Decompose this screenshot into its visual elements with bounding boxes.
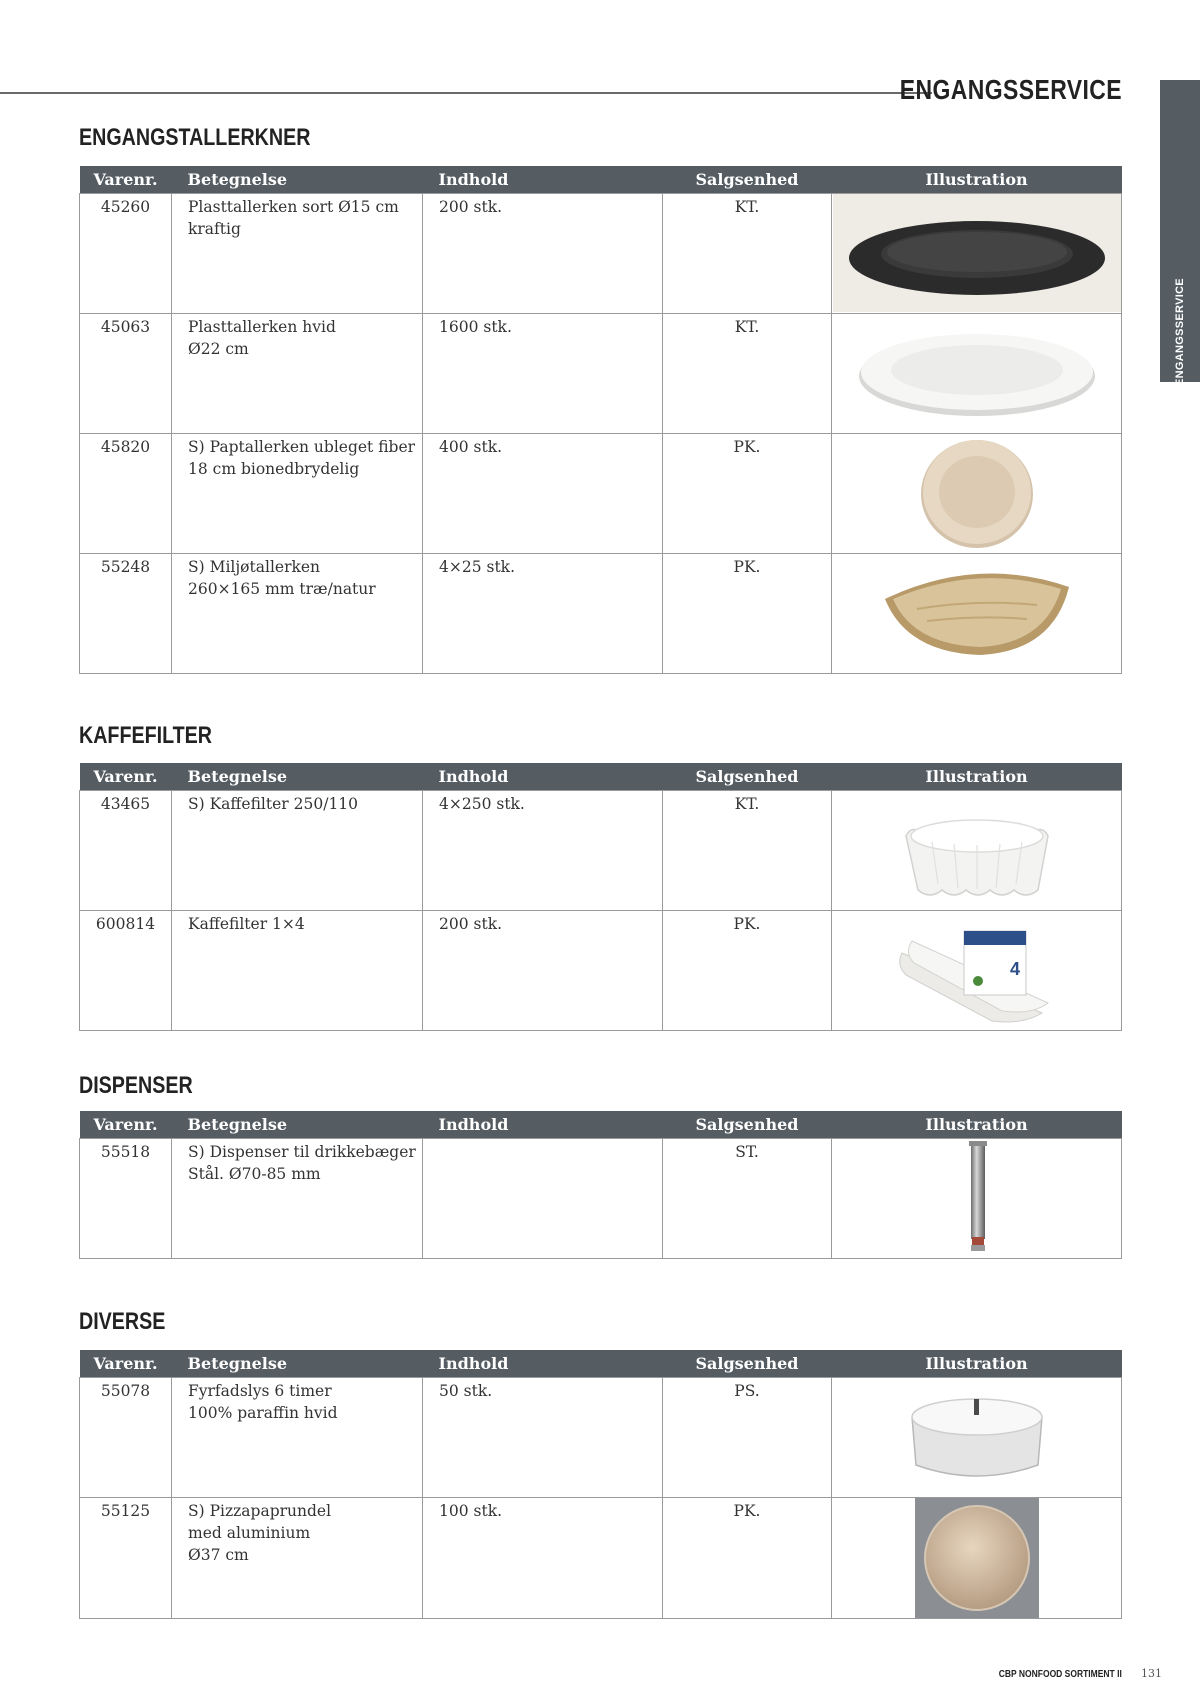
side-tab (1160, 80, 1200, 386)
betegnelse-cell: Fyrfadslys 6 timer 100% paraffin hvid (172, 1377, 423, 1497)
col-illustration: Illustration (832, 763, 1122, 790)
table-row (80, 910, 1122, 1030)
betegnelse-cell: S) Pizzapaprundel med aluminium Ø37 cm (172, 1497, 423, 1618)
indhold-cell: 50 stk. (423, 1377, 663, 1497)
col-varenr: Varenr. (80, 166, 172, 193)
varenr-cell: 55125 (80, 1497, 172, 1618)
col-illustration: Illustration (832, 1111, 1122, 1138)
varenr-cell: 600814 (80, 910, 172, 1030)
betegnelse-cell: Plasttallerken sort Ø15 cm kraftig (172, 193, 423, 313)
varenr-cell: 45260 (80, 193, 172, 313)
col-indhold: Indhold (423, 763, 663, 790)
tealight-icon (902, 1387, 1052, 1487)
illustration-cell (832, 433, 1122, 553)
products-table (79, 166, 1122, 674)
illustration-cell (832, 193, 1122, 313)
col-salgsenhed: Salgsenhed (663, 166, 832, 193)
col-illustration: Illustration (832, 1350, 1122, 1377)
col-betegnelse: Betegnelse (172, 1111, 423, 1138)
black-plate-icon (833, 194, 1121, 312)
table-row (80, 433, 1122, 553)
products-table (79, 1350, 1122, 1619)
table-row (80, 1138, 1122, 1258)
indhold-cell: 200 stk. (423, 910, 663, 1030)
col-varenr: Varenr. (80, 1111, 172, 1138)
col-salgsenhed: Salgsenhed (663, 1350, 832, 1377)
indhold-cell: 4×25 stk. (423, 553, 663, 673)
indhold-cell: 400 stk. (423, 433, 663, 553)
table-header (80, 763, 1122, 790)
indhold-cell: 4×250 stk. (423, 790, 663, 910)
cup-dispenser-icon (947, 1139, 1007, 1257)
section-title-engangstallerkner: ENGANGSTALLERKNER (79, 124, 311, 151)
col-varenr: Varenr. (80, 1350, 172, 1377)
col-salgsenhed: Salgsenhed (663, 763, 832, 790)
products-table (79, 763, 1122, 1031)
col-betegnelse: Betegnelse (172, 1350, 423, 1377)
varenr-cell: 55248 (80, 553, 172, 673)
illustration-cell (832, 553, 1122, 673)
varenr-cell: 45063 (80, 313, 172, 433)
section-title-dispenser: DISPENSER (79, 1072, 193, 1099)
table-header (80, 1111, 1122, 1138)
header-rule (0, 92, 932, 94)
illustration-cell (832, 910, 1122, 1030)
salgsenhed-cell: KT. (663, 193, 832, 313)
section-title-kaffefilter: KAFFEFILTER (79, 722, 213, 749)
indhold-cell: 1600 stk. (423, 313, 663, 433)
table-row (80, 790, 1122, 910)
betegnelse-cell: Kaffefilter 1×4 (172, 910, 423, 1030)
varenr-cell: 45820 (80, 433, 172, 553)
salgsenhed-cell: PK. (663, 433, 832, 553)
products-table (79, 1111, 1122, 1259)
illustration-cell (832, 1377, 1122, 1497)
illustration-cell (832, 313, 1122, 433)
footer-text: CBP NONFOOD SORTIMENT II (998, 1669, 1122, 1680)
section-title-diverse: DIVERSE (79, 1308, 166, 1335)
table-header (80, 166, 1122, 193)
salgsenhed-cell: PK. (663, 1497, 832, 1618)
table-row (80, 1497, 1122, 1618)
page-title: ENGANGSSERVICE (899, 74, 1122, 105)
salgsenhed-cell: PS. (663, 1377, 832, 1497)
table-row (80, 553, 1122, 673)
salgsenhed-cell: PK. (663, 910, 832, 1030)
varenr-cell: 55078 (80, 1377, 172, 1497)
col-indhold: Indhold (423, 1111, 663, 1138)
betegnelse-cell: S) Kaffefilter 250/110 (172, 790, 423, 910)
basket-filter-icon (892, 794, 1062, 906)
salgsenhed-cell: KT. (663, 790, 832, 910)
col-salgsenhed: Salgsenhed (663, 1111, 832, 1138)
page-number: 131 (1141, 1667, 1162, 1680)
col-betegnelse: Betegnelse (172, 166, 423, 193)
indhold-cell: 100 stk. (423, 1497, 663, 1618)
col-indhold: Indhold (423, 166, 663, 193)
table-row (80, 1377, 1122, 1497)
indhold-cell: 200 stk. (423, 193, 663, 313)
varenr-cell: 43465 (80, 790, 172, 910)
table-row (80, 313, 1122, 433)
white-plate-icon (847, 318, 1107, 428)
side-tab-label: ENGANGSSERVICE (1174, 278, 1186, 386)
cone-filter-pack-icon (892, 913, 1062, 1027)
betegnelse-cell: S) Paptallerken ubleget fiber 18 cm bionedbrydelig (172, 433, 423, 553)
salgsenhed-cell: ST. (663, 1138, 832, 1258)
betegnelse-cell: S) Dispenser til drikkebæger Stål. Ø70-85 mm (172, 1138, 423, 1258)
col-betegnelse: Betegnelse (172, 763, 423, 790)
table-row (80, 193, 1122, 313)
illustration-cell (832, 790, 1122, 910)
betegnelse-cell: S) Miljøtallerken 260×165 mm træ/natur (172, 553, 423, 673)
salgsenhed-cell: KT. (663, 313, 832, 433)
illustration-cell (832, 1138, 1122, 1258)
pizza-round-icon (915, 1498, 1039, 1618)
svg-text:4: 4 (1009, 959, 1020, 979)
fiber-plate-icon (912, 437, 1042, 549)
col-indhold: Indhold (423, 1350, 663, 1377)
col-varenr: Varenr. (80, 763, 172, 790)
col-illustration: Illustration (832, 166, 1122, 193)
varenr-cell: 55518 (80, 1138, 172, 1258)
illustration-cell (832, 1497, 1122, 1618)
indhold-cell (423, 1138, 663, 1258)
table-header (80, 1350, 1122, 1377)
salgsenhed-cell: PK. (663, 553, 832, 673)
wood-plate-icon (877, 559, 1077, 667)
betegnelse-cell: Plasttallerken hvid Ø22 cm (172, 313, 423, 433)
